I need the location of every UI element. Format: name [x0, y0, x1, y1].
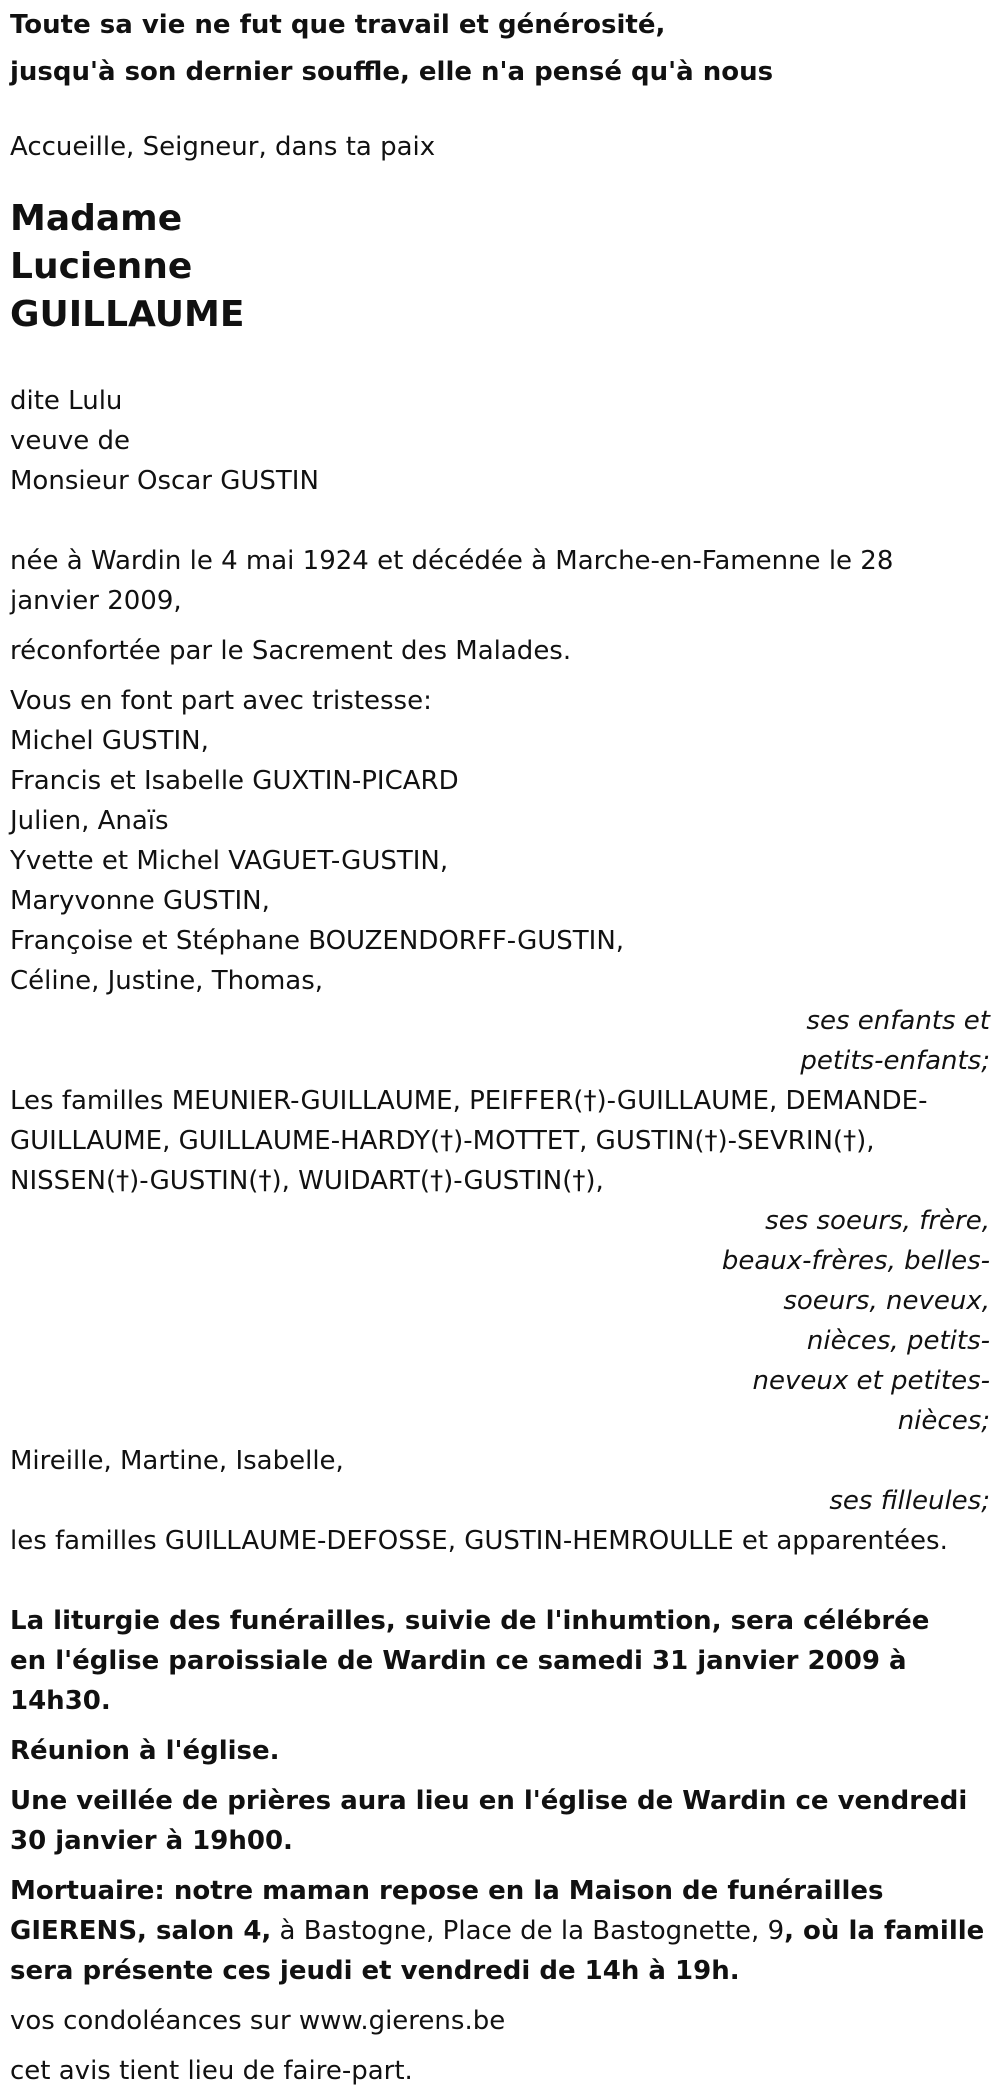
- mortuary: [10, 1871, 985, 1991]
- families: Les familles MEUNIER-GUILLAUME, PEIFFER(†)-GUILLAUME, DEMANDE-GUILLAUME, GUILLAUME-HARDY(†)-MOTTET, GUSTIN(†)-SEVRIN(†), NISSEN(†)-GUSTIN(†), WUIDART(†)-GUSTIN(†),: [10, 1086, 928, 1196]
- liturgy: La liturgie des funérailles, suivie de l'inhumtion, sera célébrée en l'église paroissiale de Wardin ce samedi 31 janvier 2009 à 14h30.: [10, 1606, 930, 1716]
- child-entry: Francis et Isabelle GUXTIN-PICARD: [10, 766, 459, 796]
- comfort: réconfortée par le Sacrement des Malades.: [10, 636, 572, 666]
- announce: Vous en font part avec tristesse:: [10, 686, 432, 716]
- families-role-line: ses soeurs, frère,: [765, 1206, 990, 1236]
- godchildren-role: ses filleules;: [829, 1486, 990, 1516]
- children-role: [10, 1001, 990, 1081]
- name-first: Lucienne: [10, 246, 193, 287]
- deceased-name: [10, 195, 990, 339]
- condolences: vos condoléances sur www.gierens.be: [10, 2006, 506, 2036]
- child-entry: Céline, Justine, Thomas,: [10, 966, 324, 996]
- child-entry: Maryvonne GUSTIN,: [10, 886, 270, 916]
- mortuary-part-2: à Bastogne, Place de la Bastognette, 9: [271, 1916, 785, 1946]
- name-title: Madame: [10, 198, 183, 239]
- status: veuve de: [10, 426, 131, 456]
- families-role-line: nièces, petits-: [806, 1326, 990, 1356]
- children-role-line: petits-enfants;: [800, 1046, 990, 1076]
- families-role-line: beaux-frères, belles-: [721, 1246, 990, 1276]
- birth-death: née à Wardin le 4 mai 1924 et décédée à Marche-en-Famenne le 28 janvier 2009,: [10, 546, 894, 616]
- child-entry: Julien, Anaïs: [10, 806, 169, 836]
- notice: cet avis tient lieu de faire-part.: [10, 2056, 413, 2086]
- child-entry: Françoise et Stéphane BOUZENDORFF-GUSTIN,: [10, 926, 625, 956]
- relatives: les familles GUILLAUME-DEFOSSE, GUSTIN-HEMROULLE et apparentées.: [10, 1526, 948, 1556]
- child-entry: Michel GUSTIN,: [10, 726, 209, 756]
- meeting: Réunion à l'église.: [10, 1736, 280, 1766]
- mortuary-part-3: , où la famille sera présente ces jeudi et vendredi de 14h à 19h.: [10, 1916, 985, 1986]
- mortuary-part-1: Mortuaire: notre maman repose en la Maison de funérailles GIERENS, salon 4,: [10, 1876, 884, 1946]
- name-last: GUILLAUME: [10, 294, 245, 335]
- quote-line-2: jusqu'à son dernier souffle, elle n'a pensé qu'à nous: [10, 57, 774, 87]
- families-role-line: soeurs, neveux,: [783, 1286, 990, 1316]
- godchildren: Mireille, Martine, Isabelle,: [10, 1446, 344, 1476]
- vigil: Une veillée de prières aura lieu en l'église de Wardin ce vendredi 30 janvier à 19h00.: [10, 1786, 968, 1856]
- quote-line-1: Toute sa vie ne fut que travail et générosité,: [10, 10, 666, 40]
- prayer: Accueille, Seigneur, dans ta paix: [10, 132, 436, 162]
- families-role: [10, 1201, 990, 1441]
- families-role-line: nièces;: [897, 1406, 990, 1436]
- spouse: Monsieur Oscar GUSTIN: [10, 466, 319, 496]
- child-entry: Yvette et Michel VAGUET-GUSTIN,: [10, 846, 449, 876]
- identity-block: [10, 381, 990, 501]
- children-list: [10, 721, 990, 1001]
- families-role-line: neveux et petites-: [752, 1366, 990, 1396]
- alias: dite Lulu: [10, 386, 123, 416]
- children-role-line: ses enfants et: [806, 1006, 990, 1036]
